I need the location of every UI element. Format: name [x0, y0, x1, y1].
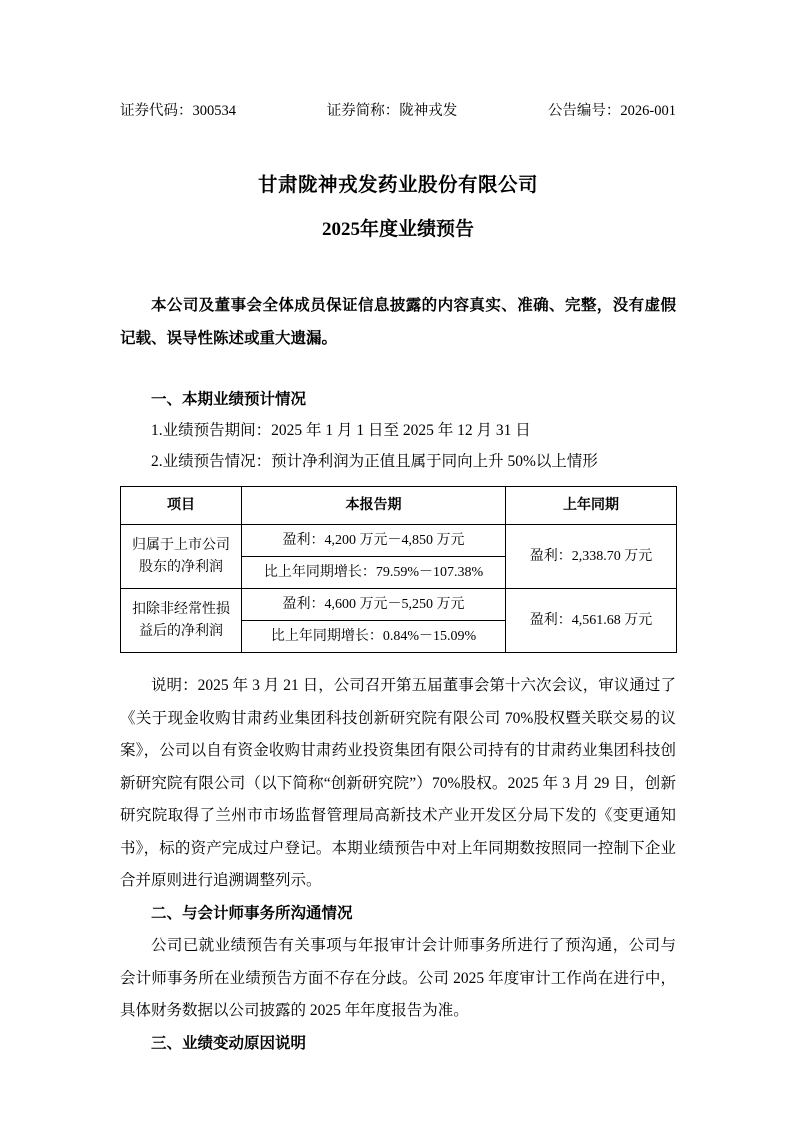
board-declaration: 本公司及董事会全体成员保证信息披露的内容真实、准确、完整，没有虚假记载、误导性陈述或重大遗漏。 [120, 297, 676, 347]
performance-table [120, 486, 677, 653]
stock-code: 证券代码：300534 [120, 103, 236, 119]
forecast-situation: 2.业绩预告情况：预计净利润为正值且属于同向上升 50%以上情形 [151, 453, 598, 470]
row1-current-growth: 比上年同期增长：79.59%－107.38% [242, 557, 506, 589]
section-3-heading: 三、业绩变动原因说明 [151, 1034, 307, 1052]
row2-prior-profit: 盈利：4,561.68 万元 [506, 589, 677, 653]
row2-item-label: 扣除非经常性损益后的净利润 [121, 589, 242, 653]
company-title: 甘肃陇神戎发药业股份有限公司 [257, 175, 538, 196]
section-2-body: 公司已就业绩预告有关事项与年报审计会计师事务所进行了预沟通，公司与会计师事务所在业绩预告方面不存在分歧。公司 2025 年度审计工作尚在进行中，具体财务数据以公司披露的 2025 年年度报告为准。 [120, 937, 676, 1019]
row1-current-profit: 盈利：4,200 万元－4,850 万元 [242, 525, 506, 557]
stock-short-name: 证券简称：陇神戎发 [326, 103, 458, 119]
section-2-heading: 二、与会计师事务所沟通情况 [151, 904, 353, 922]
row1-item-label: 归属于上市公司股东的净利润 [121, 525, 242, 589]
table-row [121, 525, 677, 557]
row2-current-growth: 比上年同期增长：0.84%－15.09% [242, 621, 506, 653]
document-subtitle: 2025年度业绩预告 [321, 219, 474, 240]
note-paragraph: 说明：2025 年 3 月 21 日，公司召开第五届董事会第十六次会议，审议通过了《关于现金收购甘肃药业集团科技创新研究院有限公司 70%股权暨关联交易的议案》，公司以自有资金收购甘肃药业投资集团有限公司持有的甘肃药业集团科技创新研究院有限公司（以下简称“创新研究院”）70%股权。2025 年 3 月 29 日，创新研究院取得了兰州市市场监督管理局高新技术产业开发区分局下发的《变更通知书》，标的资产完成过户登记。本期业绩预告中对上年同期数按照同一控制下企业合并原则进行追溯调整列示。 [120, 677, 676, 889]
col-header-current-period: 本报告期 [242, 487, 506, 525]
table-header-row [121, 487, 677, 525]
col-header-item: 项目 [121, 487, 242, 525]
table-row [121, 589, 677, 621]
row1-prior-profit: 盈利：2,338.70 万元 [506, 525, 677, 589]
row2-current-profit: 盈利：4,600 万元－5,250 万元 [242, 589, 506, 621]
section-1-heading: 一、本期业绩预计情况 [151, 391, 307, 408]
forecast-period: 1.业绩预告期间：2025 年 1 月 1 日至 2025 年 12 月 31 日 [151, 422, 531, 439]
col-header-prior-period: 上年同期 [506, 487, 677, 525]
section-1 [120, 384, 676, 477]
announcement-number: 公告编号：2026-001 [547, 103, 676, 119]
body-text [120, 670, 676, 1060]
document-header [120, 103, 676, 120]
